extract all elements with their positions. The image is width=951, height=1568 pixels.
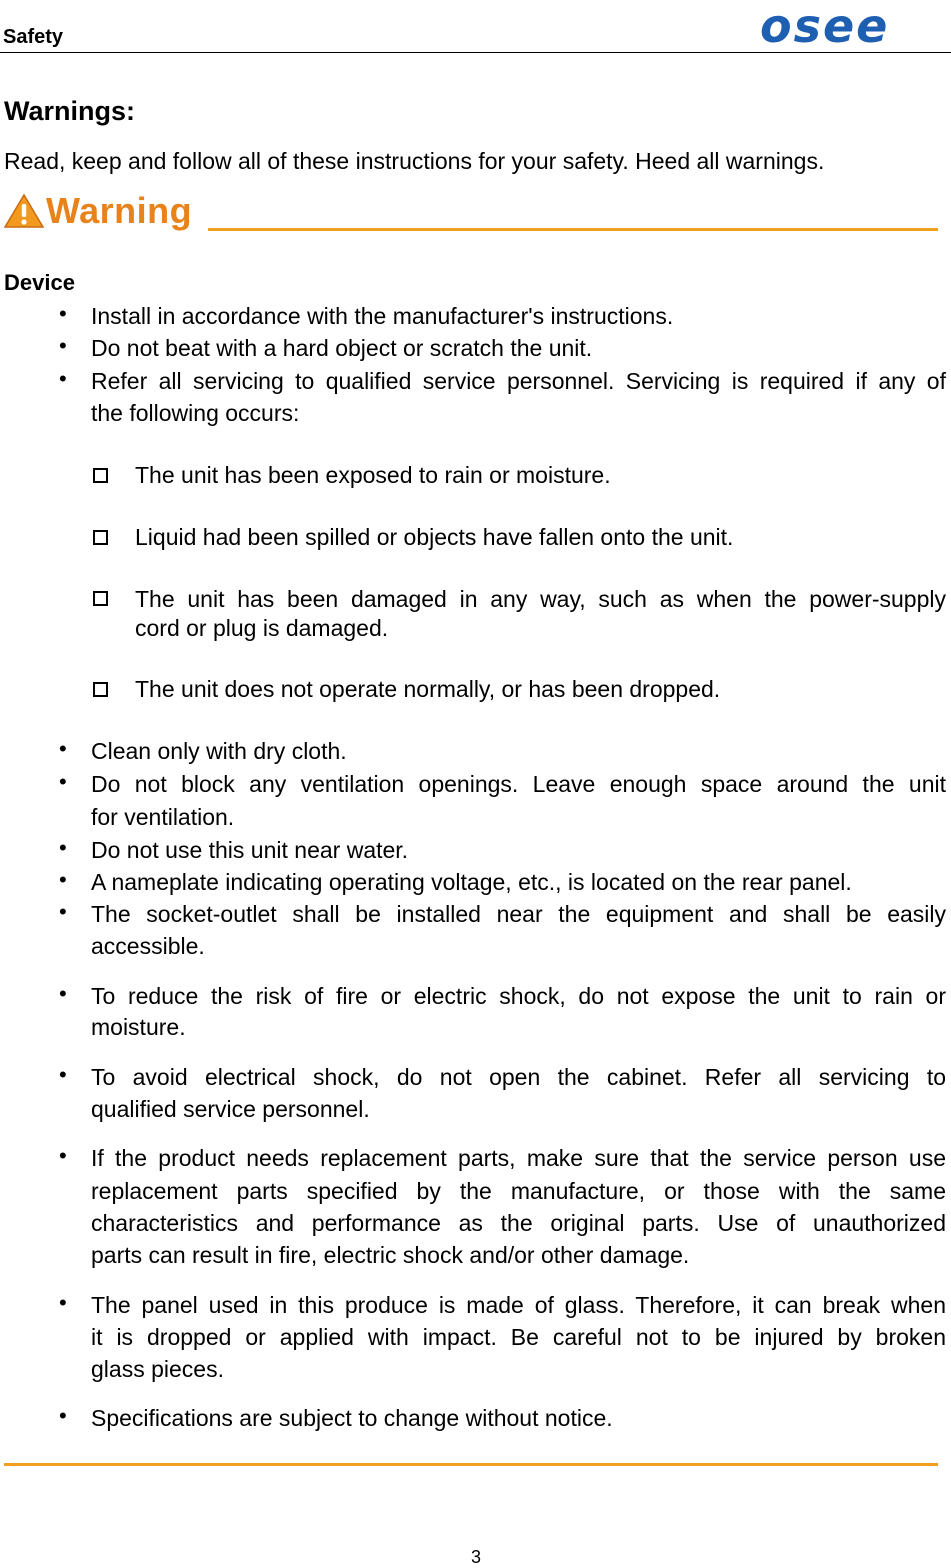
bullet-dot-icon: • <box>59 899 67 924</box>
list-item-continued: moisture. <box>91 1014 186 1040</box>
header-divider <box>0 52 951 53</box>
warning-underline <box>208 228 938 231</box>
page-heading: Warnings: <box>4 96 135 126</box>
bullet-dot-icon: • <box>59 1062 67 1087</box>
list-item: To avoid electrical shock, do not open the cabinet. Refer all servicing to <box>91 1064 946 1090</box>
logo-text: osee <box>760 2 890 46</box>
list-item: The panel used in this produce is made of glass. Therefore, it can break when <box>91 1292 946 1318</box>
warning-label: Warning <box>46 190 193 231</box>
list-item-continued: accessible. <box>91 933 205 959</box>
bullet-dot-icon: • <box>59 1403 67 1428</box>
warning-banner <box>4 190 938 234</box>
list-item: Install in accordance with the manufacturer's instructions. <box>91 303 674 329</box>
bullet-dot-icon: • <box>59 736 67 761</box>
list-item: If the product needs replacement parts, make sure that the service person use <box>91 1145 946 1171</box>
bullet-dot-icon: • <box>59 333 67 358</box>
bullet-dot-icon: • <box>59 1290 67 1315</box>
bullet-dot-icon: • <box>59 366 67 391</box>
list-item: The socket-outlet shall be installed near the equipment and shall be easily <box>91 901 946 927</box>
bullet-dot-icon: • <box>59 1143 67 1168</box>
list-item-continued: it is dropped or applied with impact. Be careful not to be injured by broken <box>91 1324 946 1350</box>
warning-bottom-rule <box>4 1463 938 1466</box>
condition-item: Liquid had been spilled or objects have fallen onto the unit. <box>135 524 734 550</box>
osee-logo <box>760 2 945 46</box>
bullet-dot-icon: • <box>59 301 67 326</box>
condition-item: The unit has been damaged in any way, such as when the power-supply <box>135 586 946 612</box>
list-item: A nameplate indicating operating voltage, etc., is located on the rear panel. <box>91 869 852 895</box>
list-item: To reduce the risk of fire or electric shock, do not expose the unit to rain or <box>91 983 946 1009</box>
list-item-continued: the following occurs: <box>91 400 300 426</box>
checkbox-icon <box>93 682 108 697</box>
warning-triangle-icon <box>4 194 44 228</box>
condition-item: The unit has been exposed to rain or moisture. <box>135 462 611 488</box>
list-item-continued: parts can result in fire, electric shock and/or other damage. <box>91 1242 690 1268</box>
header-title: Safety <box>3 26 64 48</box>
list-item-continued: qualified service personnel. <box>91 1096 370 1122</box>
list-item-continued: replacement parts specified by the manufacture, or those with the same <box>91 1178 946 1204</box>
intro-text: Read, keep and follow all of these instructions for your safety. Heed all warnings. <box>4 148 825 174</box>
condition-item: The unit does not operate normally, or has been dropped. <box>135 676 721 702</box>
condition-item-continued: cord or plug is damaged. <box>135 615 389 641</box>
bullet-dot-icon: • <box>59 835 67 860</box>
page-header <box>0 0 951 54</box>
bullet-dot-icon: • <box>59 981 67 1006</box>
list-item-continued: characteristics and performance as the original parts. Use of unauthorized <box>91 1210 946 1236</box>
list-item-continued: for ventilation. <box>91 804 235 830</box>
list-item: Refer all servicing to qualified service personnel. Servicing is required if any of <box>91 368 946 394</box>
list-item: Do not block any ventilation openings. Leave enough space around the unit <box>91 771 946 797</box>
bullet-dot-icon: • <box>59 867 67 892</box>
bullet-dot-icon: • <box>59 769 67 794</box>
checkbox-icon <box>93 468 108 483</box>
list-item: Do not use this unit near water. <box>91 837 409 863</box>
list-item: Clean only with dry cloth. <box>91 738 347 764</box>
list-item-continued: glass pieces. <box>91 1356 224 1382</box>
checkbox-icon <box>93 530 108 545</box>
section-title: Device <box>4 270 75 295</box>
checkbox-icon <box>93 591 108 606</box>
list-item: Specifications are subject to change without notice. <box>91 1405 613 1431</box>
page-number: 3 <box>471 1547 482 1567</box>
list-item: Do not beat with a hard object or scratch the unit. <box>91 335 593 361</box>
